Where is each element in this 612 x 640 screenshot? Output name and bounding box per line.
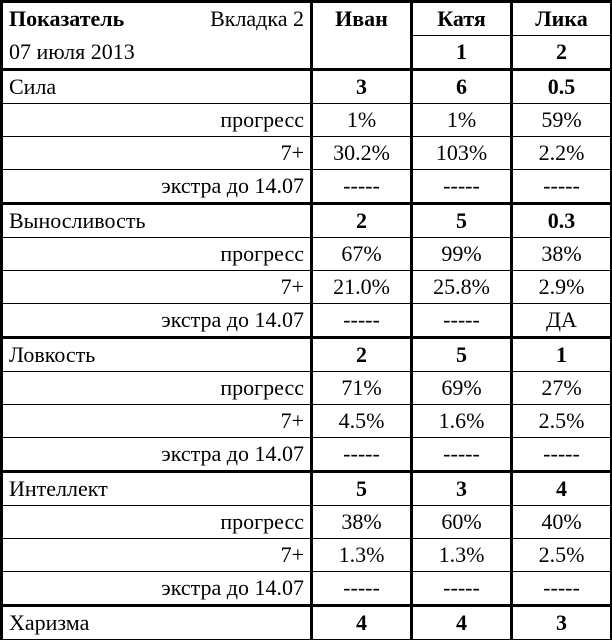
metric-value: ----- xyxy=(312,304,412,338)
metric-value: 99% xyxy=(412,238,512,271)
metric-label: 7+ xyxy=(2,137,312,170)
section-row xyxy=(2,70,612,104)
metric-value: 38% xyxy=(312,506,412,539)
metric-value: 69% xyxy=(412,372,512,405)
section-value: 4 xyxy=(312,606,412,640)
metric-value: 2.5% xyxy=(512,539,612,572)
section-row xyxy=(2,338,612,372)
metric-row xyxy=(2,572,612,606)
metric-value: ----- xyxy=(412,170,512,204)
metric-row xyxy=(2,137,612,170)
metric-value: 27% xyxy=(512,372,612,405)
metric-value: 59% xyxy=(512,104,612,137)
section-value: 0.3 xyxy=(512,204,612,238)
metric-value: 40% xyxy=(512,506,612,539)
header-date: 07 июля 2013 xyxy=(2,36,312,70)
metric-label: 7+ xyxy=(2,271,312,304)
metric-value: 4.5% xyxy=(312,405,412,438)
player-number: 1 xyxy=(412,36,512,70)
metric-value: 2.9% xyxy=(512,271,612,304)
section-value: 0.5 xyxy=(512,70,612,104)
metric-row xyxy=(2,238,612,271)
metric-value: ----- xyxy=(312,438,412,472)
metric-value: ----- xyxy=(512,438,612,472)
metric-label: прогресс xyxy=(2,372,312,405)
header-title-cell xyxy=(2,2,312,36)
header-tab: Вкладка 2 xyxy=(210,6,304,32)
section-value: 1 xyxy=(512,338,612,372)
metric-label: прогресс xyxy=(2,104,312,137)
section-row xyxy=(2,204,612,238)
section-row xyxy=(2,472,612,506)
section-value: 6 xyxy=(412,70,512,104)
metric-value: ----- xyxy=(512,170,612,204)
player-name: Катя xyxy=(412,2,512,36)
metric-value: 1.3% xyxy=(412,539,512,572)
metric-value: 103% xyxy=(412,137,512,170)
header-title: Показатель xyxy=(9,6,125,32)
metric-label: прогресс xyxy=(2,238,312,271)
metric-label: экстра до 14.07 xyxy=(2,170,312,204)
metric-label: 7+ xyxy=(2,405,312,438)
metric-value: 67% xyxy=(312,238,412,271)
metric-value: ----- xyxy=(312,572,412,606)
metric-value: 2.5% xyxy=(512,405,612,438)
metric-value: 25.8% xyxy=(412,271,512,304)
metric-value: ----- xyxy=(412,304,512,338)
section-name: Сила xyxy=(2,70,312,104)
metric-value: ----- xyxy=(512,572,612,606)
metric-value: 60% xyxy=(412,506,512,539)
section-value: 4 xyxy=(412,606,512,640)
section-value: 3 xyxy=(412,472,512,506)
section-value: 3 xyxy=(512,606,612,640)
metric-value: ----- xyxy=(412,572,512,606)
metric-label: экстра до 14.07 xyxy=(2,572,312,606)
metric-label: 7+ xyxy=(2,539,312,572)
metric-row xyxy=(2,506,612,539)
player-number xyxy=(312,36,412,70)
metric-row xyxy=(2,170,612,204)
metric-value: 30.2% xyxy=(312,137,412,170)
metric-row xyxy=(2,304,612,338)
metric-label: прогресс xyxy=(2,506,312,539)
section-name: Интеллект xyxy=(2,472,312,506)
metric-value: ----- xyxy=(312,170,412,204)
metric-value: 21.0% xyxy=(312,271,412,304)
section-value: 5 xyxy=(412,338,512,372)
section-value: 2 xyxy=(312,338,412,372)
player-name: Лика xyxy=(512,2,612,36)
section-value: 3 xyxy=(312,70,412,104)
section-name: Харизма xyxy=(2,606,312,640)
player-name: Иван xyxy=(312,2,412,36)
metric-value: 1.3% xyxy=(312,539,412,572)
header-row xyxy=(2,2,612,36)
metric-value: 1.6% xyxy=(412,405,512,438)
metric-row xyxy=(2,372,612,405)
metric-label: экстра до 14.07 xyxy=(2,304,312,338)
metric-value: ДА xyxy=(512,304,612,338)
metric-row xyxy=(2,438,612,472)
header-date-row xyxy=(2,36,612,70)
metric-value: 71% xyxy=(312,372,412,405)
metric-row xyxy=(2,271,612,304)
metric-row xyxy=(2,539,612,572)
section-name: Ловкость xyxy=(2,338,312,372)
section-value: 5 xyxy=(312,472,412,506)
metric-value: 1% xyxy=(412,104,512,137)
section-value: 5 xyxy=(412,204,512,238)
section-value: 2 xyxy=(312,204,412,238)
metric-value: ----- xyxy=(412,438,512,472)
metric-value: 1% xyxy=(312,104,412,137)
metric-row xyxy=(2,405,612,438)
section-name: Выносливость xyxy=(2,204,312,238)
metric-row xyxy=(2,104,612,137)
player-number: 2 xyxy=(512,36,612,70)
section-row xyxy=(2,606,612,640)
metric-value: 2.2% xyxy=(512,137,612,170)
metric-value: 38% xyxy=(512,238,612,271)
metric-label: экстра до 14.07 xyxy=(2,438,312,472)
section-value: 4 xyxy=(512,472,612,506)
